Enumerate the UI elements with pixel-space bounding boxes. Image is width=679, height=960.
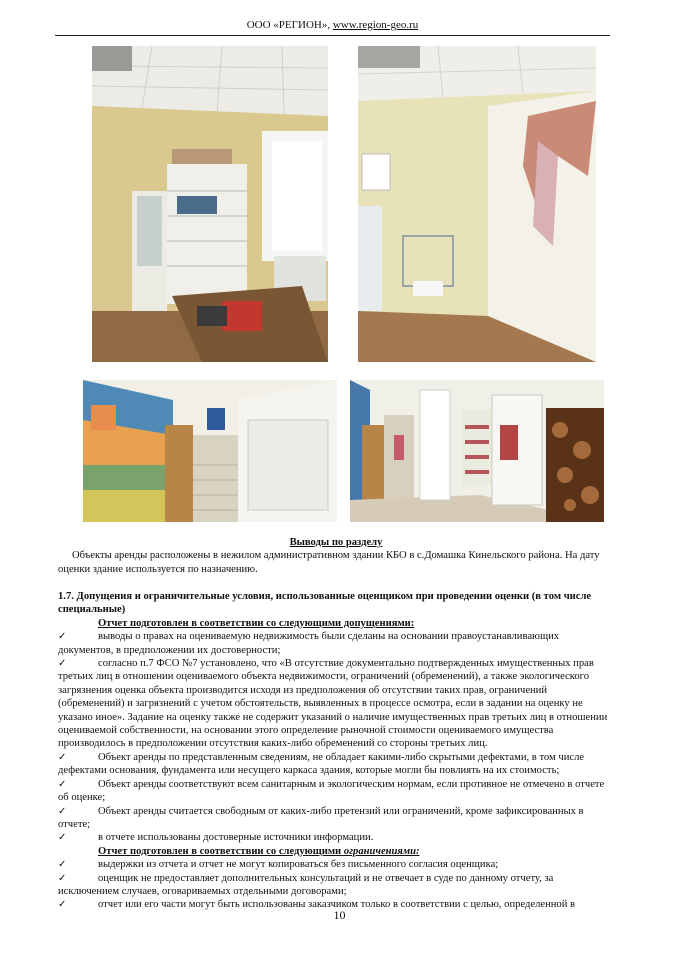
page-number: 10 bbox=[333, 908, 346, 922]
corridor-stairs-photo bbox=[83, 380, 337, 522]
checkmark-icon: ✓ bbox=[58, 872, 67, 884]
list-item: ✓ отчет или его части могут быть использованы заказчиком только в соответствии с целью, определенной в bbox=[58, 899, 576, 911]
page-header bbox=[55, 18, 610, 36]
shop-entrance-photo bbox=[350, 380, 604, 522]
list-item: ✓ выдержки из отчета и отчет не могут копироваться без письменного согласия оценщика; bbox=[58, 859, 499, 871]
limitations-title: Отчет подготовлен в соответствии со следующими ограничениями: bbox=[98, 845, 420, 857]
checkmark-icon: ✓ bbox=[58, 751, 67, 763]
list-item: ✓ выводы о правах на оцениваемую недвижимость были сделаны на основании правоустанавливающих документов, в предположении их достоверности; bbox=[58, 631, 560, 656]
assumptions-title: Отчет подготовлен в соответствии со следующими допущениями: bbox=[98, 617, 415, 629]
checkmark-icon: ✓ bbox=[58, 658, 67, 670]
checkmark-icon: ✓ bbox=[58, 859, 67, 871]
list-item: ✓ оценщик не предоставляет дополнительных консультаций и не отвечает в суде по данному отчету, за исключением случаев, оговариваемых отдельными договорами; bbox=[58, 872, 554, 897]
checkmark-icon: ✓ bbox=[58, 899, 67, 911]
website-link[interactable]: www.region-geo.ru bbox=[332, 19, 419, 31]
company-name: ООО «РЕГИОН» bbox=[246, 19, 328, 31]
section-heading: 1.7. Допущения и ограничительные условия, использованные оценщиком при проведении оценки (в том числе специальные) bbox=[58, 591, 592, 616]
section-conclusion bbox=[58, 536, 614, 576]
checkmark-icon: ✓ bbox=[58, 778, 67, 790]
header-separator: , bbox=[327, 19, 331, 31]
checkmark-icon: ✓ bbox=[58, 832, 67, 844]
list-item: ✓ согласно п.7 ФСО №7 установлено, что «В отсутствие документально подтвержденных имущественных прав третьих лиц в отношении оцениваемого объекта недвижимости, ограничений (обременений), а также экологического загрязнения оценка объекта производится исходя из предположения об отсутствии таких прав, ограничений (обременений) и загрязнений с учетом обстоятельств, выявленных в процессе осмотра, если в задании на оценку не указано иное». Задание на оценку также не содержит указаний о наличие имущественных прав третьих лиц в отношении оцениваемой собственности, на основании этого определение рыночной стоимости оцениваемого имущества производилось в предположении отсутствия каких-либо обременений со стороны третьих лиц. bbox=[58, 658, 608, 750]
list-item: ✓ Объект аренды считается свободным от каких-либо претензий или ограничений, кроме зафиксированных в отчете; bbox=[58, 805, 584, 830]
medical-room-photo bbox=[358, 46, 596, 362]
conclusion-text: Объекты аренды расположены в нежилом административном здании КБО в с.Домашка Кинельского района. На дату оценки здание используется по назначению. bbox=[58, 550, 600, 575]
list-item: ✓ Объект аренды соответствуют всем санитарным и экологическим нормам, если противное не отмечено в отчете об оценке; bbox=[58, 778, 605, 804]
checkmark-icon: ✓ bbox=[58, 631, 67, 643]
list-item: ✓ в отчете использованы достоверные источники информации. bbox=[58, 832, 374, 844]
section-1-7 bbox=[58, 590, 614, 912]
checkmark-icon: ✓ bbox=[58, 805, 67, 817]
assumptions-list bbox=[58, 630, 614, 845]
conclusion-title: Выводы по разделу bbox=[289, 537, 383, 548]
office-room-photo bbox=[92, 46, 328, 362]
list-item: ✓ Объект аренды по представленным сведениям, не обладает какими-либо скрытыми дефектами, в том числе дефектами основания, фундамента или несущего каркаса здания, которые могли бы повлиять на их стоимость; bbox=[58, 751, 585, 777]
limitations-list bbox=[58, 858, 614, 912]
